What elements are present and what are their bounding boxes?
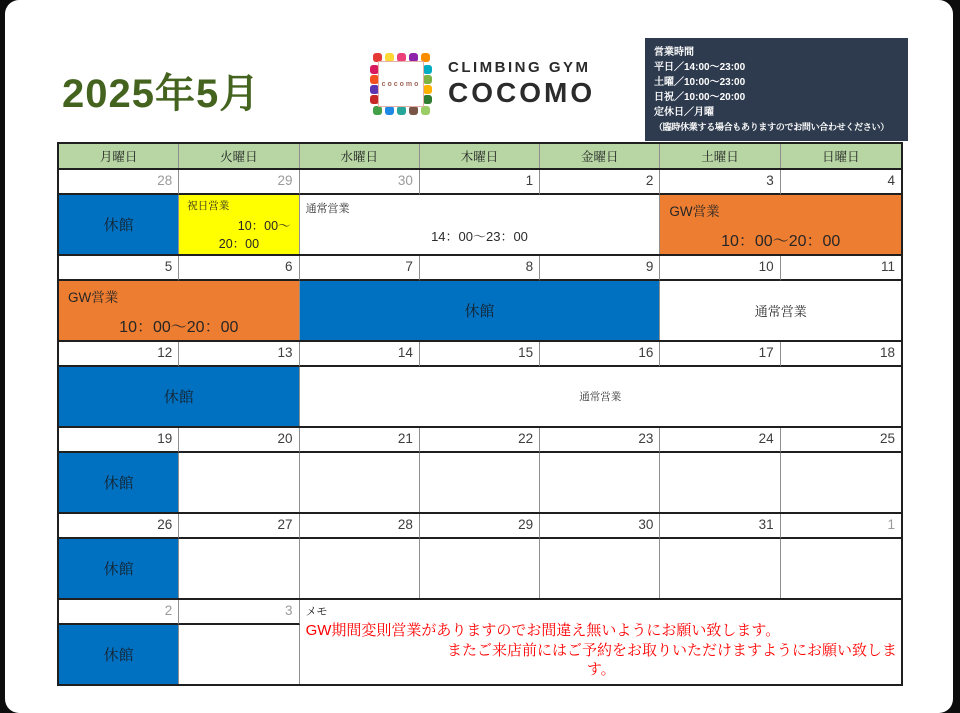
date-cell: 6 [179, 256, 299, 281]
week-row-5 [59, 514, 901, 600]
weekday-header-row [59, 144, 901, 170]
empty-cell [781, 453, 901, 512]
date-cell: 18 [781, 342, 901, 367]
date-cell: 19 [59, 428, 179, 453]
hours-saturday: 土曜／10:00～23:00 [654, 77, 746, 88]
date-cell: 7 [300, 256, 420, 281]
date-cell: 25 [781, 428, 901, 453]
closed-cell: 休館 [59, 539, 179, 598]
weekday-header-tue: 火曜日 [179, 144, 299, 168]
date-cell: 31 [660, 514, 780, 539]
weekday-header-sat: 土曜日 [660, 144, 780, 168]
memo-notice-line-3: す。 [586, 661, 616, 678]
closed-cell: 休館 [59, 195, 179, 254]
logo-hold-icon [373, 106, 382, 115]
gw-hours-cell [660, 195, 901, 254]
date-cell: 1 [420, 170, 540, 195]
logo-square [378, 61, 424, 107]
closed-cell: 休館 [59, 367, 300, 426]
holiday-label: 祝日営業 [187, 200, 230, 212]
date-cell: 12 [59, 342, 179, 367]
date-cell: 26 [59, 514, 179, 539]
date-cell: 2 [540, 170, 660, 195]
date-cell: 21 [300, 428, 420, 453]
holiday-time-start: 10：00～ [237, 219, 291, 233]
date-cell: 29 [420, 514, 540, 539]
date-cell: 11 [781, 256, 901, 281]
logo-hold-icon [423, 65, 432, 74]
date-cell: 24 [660, 428, 780, 453]
empty-cell [420, 539, 540, 598]
logo-hold-icon [409, 106, 418, 115]
brand-gym-name: COCOMO [448, 77, 596, 108]
empty-cell [540, 539, 660, 598]
brand-text [448, 59, 595, 109]
date-cell: 30 [540, 514, 660, 539]
logo-hold-icon [397, 106, 406, 115]
hours-closed-day: 定休日／月曜 [654, 107, 714, 118]
empty-cell [781, 539, 901, 598]
holiday-hours-cell [179, 195, 299, 254]
logo-hold-icon [385, 106, 394, 115]
date-cell: 30 [300, 170, 420, 195]
date-cell: 23 [540, 428, 660, 453]
gw-hours-cell [59, 281, 300, 340]
date-cell: 16 [540, 342, 660, 367]
gw-time: 10：00～20：00 [721, 233, 841, 250]
normal-label: 通常営業 [305, 203, 350, 215]
date-cell: 28 [300, 514, 420, 539]
date-cell: 27 [179, 514, 299, 539]
hours-title: 営業時間 [654, 47, 694, 58]
normal-hours-cell: 通常営業 [660, 281, 901, 340]
empty-cell [300, 453, 420, 512]
date-cell: 1 [781, 514, 901, 539]
weekday-header-fri: 金曜日 [540, 144, 660, 168]
empty-cell [660, 539, 780, 598]
gw-label: GW営業 [669, 204, 720, 219]
date-cell: 20 [179, 428, 299, 453]
date-cell: 3 [660, 170, 780, 195]
business-hours-box [645, 38, 908, 141]
memo-notice-line-1: GW期間変則営業がありますのでお間違え無いようにお願い致します。 [305, 622, 781, 639]
hours-weekday: 平日／14:00～23:00 [654, 62, 746, 73]
hours-note: （臨時休業する場合もありますのでお問い合わせください） [654, 122, 889, 132]
logo-hold-icon [421, 106, 430, 115]
logo-text: cocomo [381, 80, 421, 88]
date-cell: 2 [59, 600, 179, 625]
logo-hold-icon [423, 75, 432, 84]
week-row-1 [59, 170, 901, 256]
date-cell: 28 [59, 170, 179, 195]
date-cell: 10 [660, 256, 780, 281]
calendar-table [57, 142, 903, 686]
week-row-6 [59, 600, 901, 684]
empty-cell [300, 539, 420, 598]
cocomo-logo-icon [370, 53, 432, 115]
brand-gym-type: CLIMBING GYM [448, 59, 591, 76]
page-title: 2025年5月 [62, 72, 261, 116]
brand-block [370, 53, 595, 115]
date-cell: 22 [420, 428, 540, 453]
closed-cell: 休館 [59, 625, 179, 684]
date-cell: 14 [300, 342, 420, 367]
date-cell: 13 [179, 342, 299, 367]
logo-hold-icon [423, 95, 432, 104]
week-row-2 [59, 256, 901, 342]
empty-cell [179, 539, 299, 598]
empty-cell [660, 453, 780, 512]
empty-cell [179, 625, 299, 684]
hours-sunday-holiday: 日祝／10:00～20:00 [654, 92, 746, 103]
calendar-flyer-page [5, 0, 953, 713]
date-cell: 15 [420, 342, 540, 367]
gw-label: GW営業 [68, 290, 119, 305]
memo-notice-line-2: またご来店前にはご予約をお取りいただけますようにお願い致しま [446, 641, 897, 659]
week-row-4 [59, 428, 901, 514]
gw-time: 10：00～20：00 [119, 319, 239, 336]
date-cell: 3 [179, 600, 299, 625]
weekday-header-sun: 日曜日 [822, 150, 860, 164]
week-row-3 [59, 342, 901, 428]
closed-cell: 休館 [59, 453, 179, 512]
date-cell: 4 [781, 170, 901, 195]
date-cell: 29 [179, 170, 299, 195]
weekday-header-mon: 月曜日 [59, 144, 179, 168]
normal-hours-cell: 通常営業 [300, 367, 901, 426]
normal-hours-cell [300, 195, 661, 254]
date-cell: 5 [59, 256, 179, 281]
empty-cell [179, 453, 299, 512]
date-cell: 8 [420, 256, 540, 281]
closed-cell: 休館 [300, 281, 661, 340]
holiday-time-end: 20：00 [218, 237, 260, 251]
date-cell: 17 [660, 342, 780, 367]
normal-time: 14：00～23：00 [431, 229, 528, 244]
weekday-header-wed: 水曜日 [300, 144, 420, 168]
memo-label: メモ [305, 606, 328, 618]
empty-cell [540, 453, 660, 512]
memo-cell [300, 600, 901, 684]
logo-hold-icon [423, 85, 432, 94]
date-cell: 9 [540, 256, 660, 281]
empty-cell [420, 453, 540, 512]
weekday-header-thu: 木曜日 [420, 144, 540, 168]
